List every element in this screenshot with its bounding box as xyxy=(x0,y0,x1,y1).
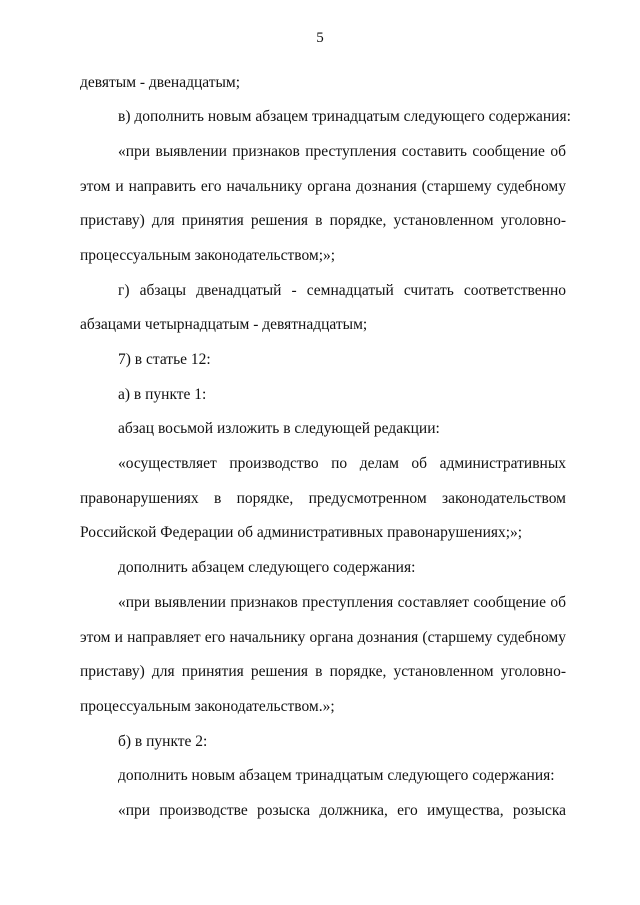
text-line: 7) в статье 12: xyxy=(118,351,211,368)
text-line: Российской Федерации об административных правонарушениях;»; xyxy=(80,524,523,541)
text-line: б) в пункте 2: xyxy=(118,733,208,750)
text-line: приставу) для принятия решения в порядке, установленном уголовно- xyxy=(80,663,566,680)
text-line: процессуальным законодательством.»; xyxy=(80,698,335,715)
text-line: девятым - двенадцатым; xyxy=(80,74,241,91)
text-line: «при выявлении признаков преступления составить сообщение об xyxy=(118,143,566,160)
text-line: этом и направить его начальнику органа дознания (старшему судебному xyxy=(80,178,566,195)
page-number: 5 xyxy=(316,30,324,46)
text-line: дополнить абзацем следующего содержания: xyxy=(118,559,416,576)
text-line: «осуществляет производство по делам об административных xyxy=(118,455,566,472)
text-line: «при выявлении признаков преступления составляет сообщение об xyxy=(118,594,566,611)
text-line: процессуальным законодательством;»; xyxy=(80,247,336,264)
text-line: абзацами четырнадцатым - девятнадцатым; xyxy=(80,316,368,333)
text-line: приставу) для принятия решения в порядке, установленном уголовно- xyxy=(80,212,566,229)
text-line: правонарушениях в порядке, предусмотренном законодательством xyxy=(80,490,566,507)
text-line: «при производстве розыска должника, его имущества, розыска xyxy=(118,802,566,819)
text-line: г) абзацы двенадцатый - семнадцатый считать соответственно xyxy=(118,282,566,299)
text-line: дополнить новым абзацем тринадцатым следующего содержания: xyxy=(118,767,555,784)
text-line: в) дополнить новым абзацем тринадцатым следующего содержания: xyxy=(118,108,571,125)
text-line: абзац восьмой изложить в следующей редакции: xyxy=(118,420,440,437)
text-line: этом и направляет его начальнику органа дознания (старшему судебному xyxy=(80,629,566,646)
text-line: а) в пункте 1: xyxy=(118,386,207,403)
